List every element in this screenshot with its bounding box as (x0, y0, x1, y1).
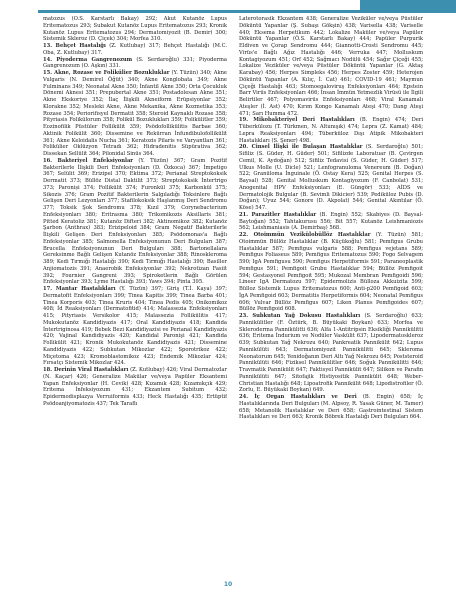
chapter-heading: 15. Akne, Rozase ve Folikülier Bozukluklar (43, 70, 170, 76)
chapter-heading: 17. Mantar Hastalıkları (43, 286, 116, 292)
toc-entry (43, 367, 227, 408)
toc-entry (43, 16, 227, 43)
chapter-heading: 13. Behçet Hastalığı (43, 43, 106, 49)
chapter-heading: 19. Mikobakteriyel Deri Hastalıkları (239, 117, 355, 124)
toc-entry (239, 394, 423, 421)
toc-entry (43, 43, 227, 57)
chapter-heading: 16. Bakteriyel Enfeksiyonlar (43, 157, 134, 164)
toc-entry (239, 232, 423, 313)
toc-entry (239, 16, 423, 117)
chapter-topics: (B. Engin) 474; Deri Tüberkülozu (T. Türkmen, N. Altunışık) 474; Lepra (Z. Kamat) 484; Lepra Reaksiyonları 494; Tüberküloz Dışı Atipik Mikobakteri Hastalıkları (S. Şener) 498. (239, 117, 423, 144)
right-column (239, 16, 423, 574)
chapter-topics: (Z. Kutlubay) 426; Viral Dermatozlar (N. Kaçar) 426; Generalize Makülar ve/veya Papüler Eksantemi Yapan Enfeksiyonlar (H. Cevik) 428; Kızamık 428; Kızamıkçık 429; Eritema İnfeksiyozum 431; Ekzantem Subitum 432; Epidermodisplazya Verruiformis 433; Heck Hastalığı 435; Ertüptif Psödoanjiyomatozis 437; Tek Taraflı (43, 367, 227, 407)
chapter-heading: 14. Piyoderma Gangrenozum (43, 56, 133, 63)
chapter-topics: (Y. Tüzün) 367; Gram Pozitif Bakterilerle İlişkili Deri Enfeksiyonları (D. Özkoca) 367; İmpetigo 367; Selülit 369; Erizipel 370; Ektima 372; Perianal Streptokoksik Dermatit 373; Büllöz Distal Daktilit 373; Streptokoksik İntertrigo 373; Paroniși 374; Follikülit 374; Furonkül 375; Karbonkül 375; Sikozis 376; Gram Pozitif Bakterilerin Salgıladığı Toksinlere Bağlı Gelişen Deri Lezyonları 377; Stafilokoksik Haşlanmış Deri Sendromu 377; Toksik Şok Sendromu 378; Kızıl 379; Corynebacterium Enfeksiyonları 380; Eritrasma 380; Trikomikozis Aksillaris 381; Pitted Keratoliz 381; Kutanöz Difteri 382; Aktinomikoz 382; Kutanöz Şarbon (Anthrax) 383; Erizipeloid 384; Gram Negatif Bakterilerle İlişkili Gelişen Deri Enfeksiyonları 385; Psödomonas'a Bağlı Enfeksiyonlar 385; Salmonella Enfeksiyonunun Deri Bulguları 387; Brucella Enfeksiyonunun Deri Bulguları 388; Bartonellalara Gereksinme Bağlı Gelişen Kutanöz Enfeksiyonlar 388; Rinoskleroma 389; Kedi Tırmığı Hastalığı 390; Kedi Tırmığı Hastalığı 390; Basiller Anjiomatozis 391; Anaerobik Enfeksiyonlar 392; Nekrotizan Fasiit 392; Fournier Gangreni 393; Spiroketlerin Bağlı Görülen Enfeksiyonlar 393; Lyme Hastalığı 393; Yaws 394; Pinta 395. (43, 157, 227, 286)
chapter-topics: (S. Serdaroğlu) 331; Piyoderma Gangrenozum (O. Aşkın) 331. (43, 56, 227, 70)
toc-entry (43, 70, 227, 158)
chapter-topics: (B. Engin) 658; İç Hastalıklarında Deri Bulguları (M. Alpsoy, R. Yasak Güner, M. Tamer) 658; Metanolik Hastalıklar ve Deri 658; Gastrointestinal Sistem Hastalıkları ve Deri 663; Kronik Böbrek Hastalığı Deri Bulguları 664. (239, 394, 423, 421)
chapter-heading: 21. Parazitler Hastalıklar (239, 211, 317, 218)
chapter-heading: 18. Derinin Viral Hastalıkları (43, 367, 129, 373)
chapter-topics: matozus (Ö.S. Karstarlı Bakay) 292; Akut Kutanöz Lupus Eritematozus 293; Subakut Kutanöz Lupus Eritematozus 293; Kronik Kutanöz Lupus Eritematozus 294; Dermatomiyozit (B. Demir) 300; Sistemik Skleroz (D. Çiçek) 304; Morfea 310. (43, 16, 227, 43)
chapter-heading: 24. İç Organ Hastalıkları ve Deri (239, 394, 357, 400)
toc-entry (239, 117, 423, 144)
chapter-heading: 20. Cinsel İlişki ile Bulaşan Hastalıklar (239, 144, 363, 151)
toc-entry (43, 158, 227, 286)
chapter-topics: (Y. Tüzün) 581; Otoimmün Büllöz Hastalıklar (B. Küçükoğlu) 581; Pemfigus Grubu Hastalıklar 587; Pemfigus vulgaris 588; Pemfigus vejetans 589; Pemfigus Foliaseus 589; Pemfigus Eritematozus 590; Fogo Selvagem 590; IgA Pemfigusu 590; Pemfigus Herpetiformis 591; Paraneoplastik Pemfigus 591; Pemfigoit Grubu Hastalıklar 594; Büllöz Pemfigoit 594; Gestasyonel Pemfigoit 595; Mukozal Membran Pemfigoidi 596; Lineer IgA Dermatozu 597; Epidermolizis Bülloza Akkuizita 599; Bülloz Sistemik Lupus Eritematozus 600; Anti-p200 Pemfigoid 603; İgA Pemfigoid 603; Dermatitis Herpetiformis 604; Neonatal Pemfigus 606; Vulvar Büllöz Pemfigus 607; Liken Planus Pemfigoides 607; Büllöz Pemfigoid 608. (239, 232, 423, 313)
chapter-topics: (B. Engin) 552; Skabiyes (D. Baysal-Baytoğan) 552; Tahtakurusu 556; Bit 557; Kutanöz Leishmaniozis 562; Leishmaniasis (A. Demirbaş) 568. (239, 211, 423, 232)
chapter-topics: (Z. Kutlubay) 317; Behçet Hastalığı (M.C. Oba, Z. Kutlubay) 317. (43, 43, 227, 56)
chapter-heading: 22. Otoimmün Vezikülobüllöz Hastalıklar (239, 232, 371, 238)
left-column (43, 16, 227, 574)
toc-entry (239, 212, 423, 232)
chapter-topics: (S. Serdaroğlu) 501; Sifiliz (S. Güder, H. Güder) 501; Sifilizde Laboratuar (B. Çevirgen Cemil, K. Aydoğan) 512; Sifiliz Tedavisi (S. Güder, H. Güder) 517; Ulkus Molle (U. Dicle) 521; Lenfogranuloma Venereum (B. Doğan) 522; Granüloma İnguinale (Ö. Ostay Kera) 525; Genital Herpes (S. Baysal) 528; Genital Molluskum Kontagiyozum (F. Canbolat) 531; Anogenital HPV Enfeksiyonları (E. Güngör) 533; AİDS ve Dermatolojik Bulgular (B. Sevimli Dikicier) 539; Pediküloz Pubis (D. Doğan); Uyuz 544; Gonore (D. Akpolat) 544; Genital Akıntılar (Ö. Köse) 547. (239, 144, 423, 211)
chapter-topics: (Y. Tüzün) 340; Akne Vulgaris (N. Demirel Öğüt) 340; Akne Konglobata 349; Akne Fulminans 349; Neonatal Akne 350; İnfantil Akne 350; Orta Çocukluk Dönemi Aknesi 351; Prepubertal Akne 351; Postadolesan Akne 351; Akne Ekskoriye 352; İlaç İlişkili Akneiform Erüpsiyonlar 352; Klorakne 352; Mesleki Akne, Akne Mekanika, Akne Kozmetika 353; Rozase 354; Periorifisyel Dermatit 358; Steroid Kaynaklı Rozase 358; Pityriasis Folikülorum 358; Folikül Bozuklukları 359; Folikülitler 359; Eozinofilik Püstüler Follikülit 359; Psödofollikülitis Barbae 360; Aktinik Folikülit 360; Disseminе ve Rekürran İnfundibulofollikülit 361; Akne Keloidalis Nucha 361; Keratozis Pilaris ve Varyantları 361; Folikülier Oklüzyon Tetradı 362; Hidradenitis Süpürativa 362; Dissekan Sellülit 364; Pilonidal Sinüs 364. (43, 70, 227, 157)
header-accent-bar (360, 0, 456, 13)
toc-entry (43, 286, 227, 367)
toc-entry (43, 57, 227, 71)
toc-content (43, 16, 423, 574)
toc-entry (239, 144, 423, 212)
chapter-heading: 23. Subkutan Yağ Dokusu Hastalıkları (239, 313, 361, 319)
page-number: 10 (223, 581, 233, 588)
chapter-topics: Laterotorasik Ekzantem 438; Generalize Veziküler ve/veya Püstüler Döküntü Yapanlar (Ş. Subaşı Gökşin) 438; Varisella 438; Variselle 440; Eksema Herpetikum 442; Lokalize Maküler ve/veya Papüler Döküntü Yapanlar (Ö.S. Karstarlı Bakay) 444; Papüler Purpurik Eldiven ve Çorap Sendromu 444; Giannotti-Crosti Sendromu 445; Virüs'e Bağlı Ağız Hastalığı 446; Verruka 447; Molluskum Kontagiyozum 451; Orf 452; Sağmacı Nodülü 454; Sağır Çiçeği 455; Lokalize Veziküler ve/veya Püstüler Döküntü Yapanlar (G. Aktaş Karabay) 456; Herpes Simpleks 456; Herpes Zoster 459; Heterojen Döküntü Yapanlar (A. Kılıç, İ. Cat) 461; COVID-19 461; Maymun Çiçeği Hastalığı 463; Stomoegaloviruş Enfeksiyonları 464; Epstein Barr Virüs Enfeksiyonları 466; İnsan İmmün Yetmezlik Virüsü ile İlgili Belirtiler 467; Polyomavirüs Enfeksiyonları 468; Viral Kanamalı Ateşler (İ. Ast) 470; Kırım Kongo Kanamalı Ateşi 470; Dang Ateşi 471; Sarı Humma 472. (239, 16, 423, 117)
chapter-topics: (Y. Tüzün) 397; Giriş (T.İ. Kaya) 397; Dermatofit Enfeksiyonları 399; Tinea Kapitis 399; Tinea Barba 401; Tinea Korporis 403; Tinea Kruris 404; Tinea Pedis 405; Onikomikoz 408; İd Reaksiyonları (Dermatofitid) 414; Malassezia Enfeksiyonları 415; Pityriasis Versikolor 415; Malassezia Follikülitis 417; Mukokutanöz Kandidiyazis 417; Oral Kandidiyazis 418; Kandida İntertriginosa 419; Bebek Bezi Kandidiyazisi ve Perianal Kandidiyazis 420; Vajinal Kandidiyazis 420; Kandidal Paronişi 421; Kandida Follikülit 421; Kronik Mukokutanöz Kandidiyazis 421; Dissemine Kandidiyazis 422; Subkutan Mikozlar 422; Sporotrikoz 422; Miçetoma 423; Kromoblastomikoz 423; Endemik Mikozlar 424; Fırsatçı Sistemik Mikozlar 424. (43, 286, 227, 367)
chapter-topics: (S. Serdaroğlu) 633; Pannikülitler (F. Öztürk, B. Büyükaki Boykan) 633; Morfea ve Skleroderma Pannikülitti 636; Alfa 1-Antitripsin Eksikliği Pannikülitti 636; Eritema İndurium ve Nodüler Vaskülit 637; Lipodermatoskleroz 639; Subkutan Yağ Nekrozu 640; Pankreatik Pannikülit 642; Lupus Pannikülüti 643; Dermatomiyozit Pannikülitti 645; Skleroma Neonatorum 645; Yenidoğanın Deri Altı Yağ Nekrozu 645; Poststeroid Pannikülüti 646; Fiziksel Pannikülitler 646; Soğuk Pannikülitti 646; Travmatik Pannikülit 647; Faktisyel Pannikülit 647; Silikon ve Parafin Pannikülüti 647; Sitofajik Histiyositik Pannikülit 648; Weber-Christian Hastalığı 648; Lipoatrofik Pannikülit 648; Lipodistrofiler (Ö. Zorlu, E. Büyükaki Boykan) 649. (239, 313, 423, 394)
toc-entry (239, 313, 423, 394)
